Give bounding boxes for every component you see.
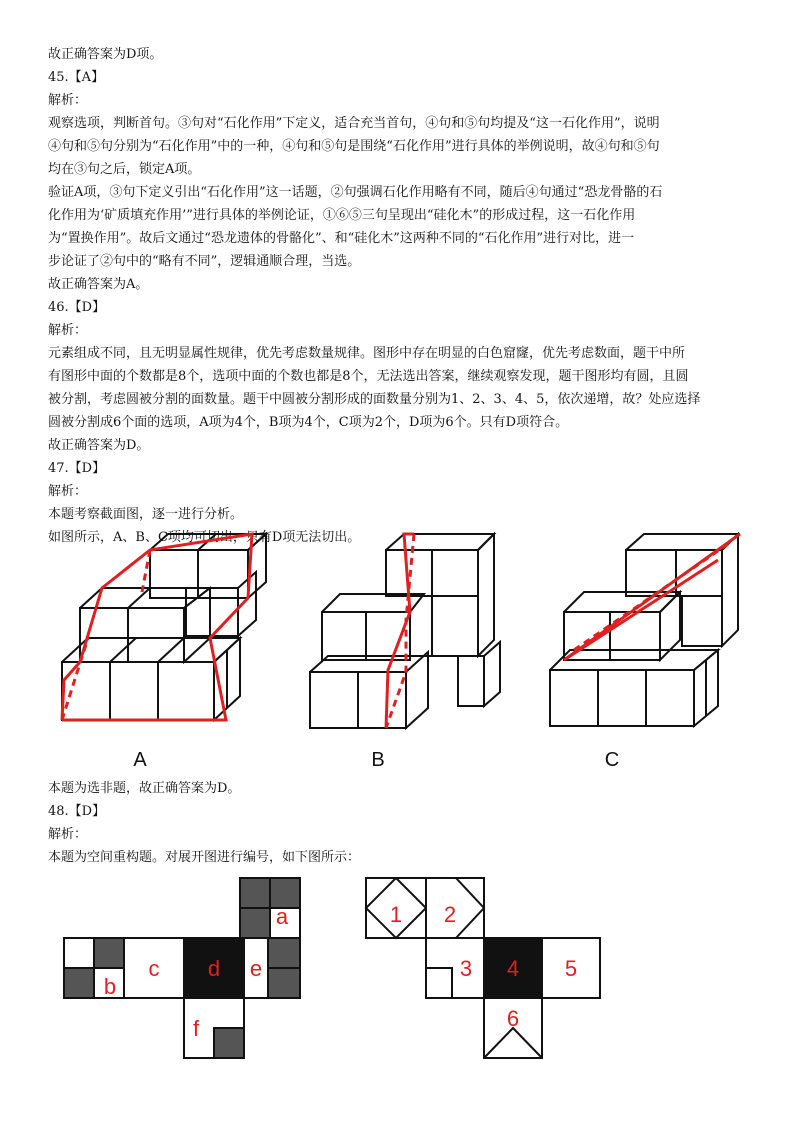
net-label-e: e <box>249 956 263 981</box>
net-label-6: 6 <box>506 1006 520 1031</box>
q47-cube-figure <box>40 520 770 780</box>
net-label-b: b <box>103 974 117 999</box>
q47-number: 47.【D】 <box>48 461 106 476</box>
q48-line: 本题为空间重构题。对展开图进行编号，如下图所示： <box>48 850 361 865</box>
q47-conclusion: 本题为选非题，故正确答案为D。 <box>48 781 241 796</box>
q46-line: 有图形中面的个数都是8个，选项中面的个数也都是8个，无法选出答案，继续观察发现，题干图形均有圆，且圆 <box>48 369 689 384</box>
q47-line: 本题考察截面图，逐一进行分析。 <box>48 507 244 522</box>
q48-net-figure <box>60 872 620 1072</box>
q46-label: 解析： <box>48 323 88 338</box>
q48-number: 48.【D】 <box>48 804 106 819</box>
q45-number: 45.【A】 <box>48 70 105 85</box>
figure-label-c: C <box>604 749 620 771</box>
net-label-d: d <box>207 956 221 981</box>
q46-number: 46.【D】 <box>48 300 106 315</box>
q45-line: 步论证了②句中的“略有不同”，逻辑通顺合理，当选。 <box>48 254 361 269</box>
net-label-4: 4 <box>506 956 520 981</box>
q45-line: 为“置换作用”。故后文通过“恐龙遗体的骨骼化”、和“硅化木”这两种不同的“石化作用”进行对比，进一 <box>48 231 635 246</box>
q45-line: 验证A项，③句下定义引出“石化作用”这一话题，②句强调石化作用略有不同，随后④句通过“恐龙骨骼的石 <box>48 185 663 200</box>
q46-conclusion: 故正确答案为D。 <box>48 438 150 453</box>
figure-label-b: B <box>371 749 385 771</box>
q48-label: 解析： <box>48 827 88 842</box>
q46-line: 圆被分割成6个面的选项，A项为4个，B项为4个，C项为2个，D项为6个。只有D项符合。 <box>48 415 569 430</box>
net-label-a: a <box>275 904 289 929</box>
cube-stack-c <box>550 534 738 726</box>
q45-conclusion: 故正确答案为A。 <box>48 277 149 292</box>
q47-label: 解析： <box>48 484 88 499</box>
q46-line: 被分割，考虑圆被分割的面数量。题干中圆被分割形成的面数量分别为1、2、3、4、5，依次递增，故？处应选择 <box>48 392 701 407</box>
net-label-3: 3 <box>459 956 473 981</box>
q45-line: 化作用为‘矿质填充作用’”进行具体的举例论证，①⑥⑤三句呈现出“硅化木”的形成过程，这一石化作用 <box>48 208 636 223</box>
left-net <box>64 878 300 1058</box>
figure-label-a: A <box>133 749 147 771</box>
q45-line: ④句和⑤句分别为“石化作用”中的一种，④句和⑤句是围绕“石化作用”进行具体的举例说明，故④句和⑤句 <box>48 139 660 154</box>
q47-line: 如图所示，A、B、C项均可切出，只有D项无法切出。 <box>48 530 361 545</box>
q44-conclusion: 故正确答案为D项。 <box>48 47 163 62</box>
q45-line: 观察选项，判断首句。③句对“石化作用”下定义，适合充当首句，④句和⑤句均提及“这一石化作用”，说明 <box>48 116 660 131</box>
cube-stack-a <box>62 534 266 720</box>
net-label-f: f <box>192 1016 200 1041</box>
q45-label: 解析： <box>48 93 88 108</box>
q46-line: 元素组成不同，且无明显属性规律，优先考虑数量规律。图形中存在明显的白色窟窿，优先考虑数面，题干中所 <box>48 346 686 361</box>
net-label-5: 5 <box>564 956 578 981</box>
net-label-c: c <box>148 956 160 981</box>
q45-line: 均在③句之后，锁定A项。 <box>48 162 201 177</box>
net-label-1: 1 <box>389 902 403 927</box>
net-label-2: 2 <box>443 902 457 927</box>
